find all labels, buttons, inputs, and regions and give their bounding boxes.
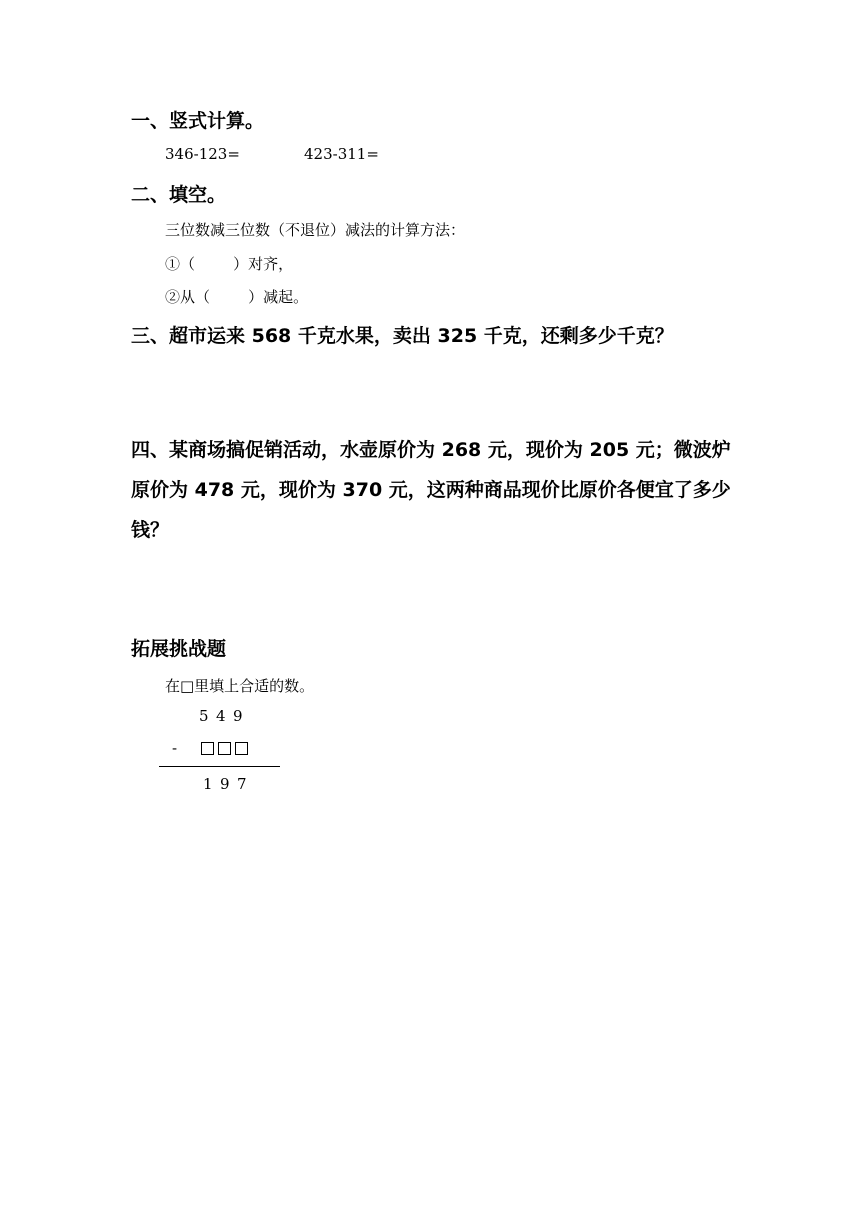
minuend-digit-hundreds: 5	[199, 707, 209, 725]
minus-sign: -	[172, 739, 178, 757]
section2-heading: 二、填空。	[131, 184, 227, 206]
challenge-heading: 拓展挑战题	[131, 638, 227, 660]
minuend-digit-tens: 4	[216, 707, 226, 725]
challenge-instruction: 在□里填上合适的数。	[165, 677, 315, 695]
blank-box-tens[interactable]	[218, 742, 231, 755]
section1-heading: 一、竖式计算。	[131, 110, 265, 132]
result-digit-tens: 9	[220, 775, 230, 793]
fill-item-1: ①（ ）对齐，	[165, 255, 294, 273]
minuend-digit-ones: 9	[233, 707, 243, 725]
sum-line	[159, 766, 280, 767]
result-digit-hundreds: 1	[203, 775, 213, 793]
blank-box-hundreds[interactable]	[201, 742, 214, 755]
section4-problem: 四、某商场搞促销活动，水壶原价为 268 元，现价为 205 元；微波炉原价为 478 元，现价为 370 元，这两种商品现价比原价各便宜了多少钱？	[131, 439, 731, 541]
problem-a: 346-123=	[165, 145, 240, 163]
problem-b: 423-311=	[304, 145, 379, 163]
fill-intro: 三位数减三位数（不退位）减法的计算方法：	[165, 221, 466, 239]
fill-item-2: ②从（ ）减起。	[165, 288, 309, 306]
blank-box-ones[interactable]	[235, 742, 248, 755]
section3-problem: 三、超市运来 568 千克水果，卖出 325 千克，还剩多少千克？	[131, 325, 674, 347]
result-digit-ones: 7	[237, 775, 247, 793]
